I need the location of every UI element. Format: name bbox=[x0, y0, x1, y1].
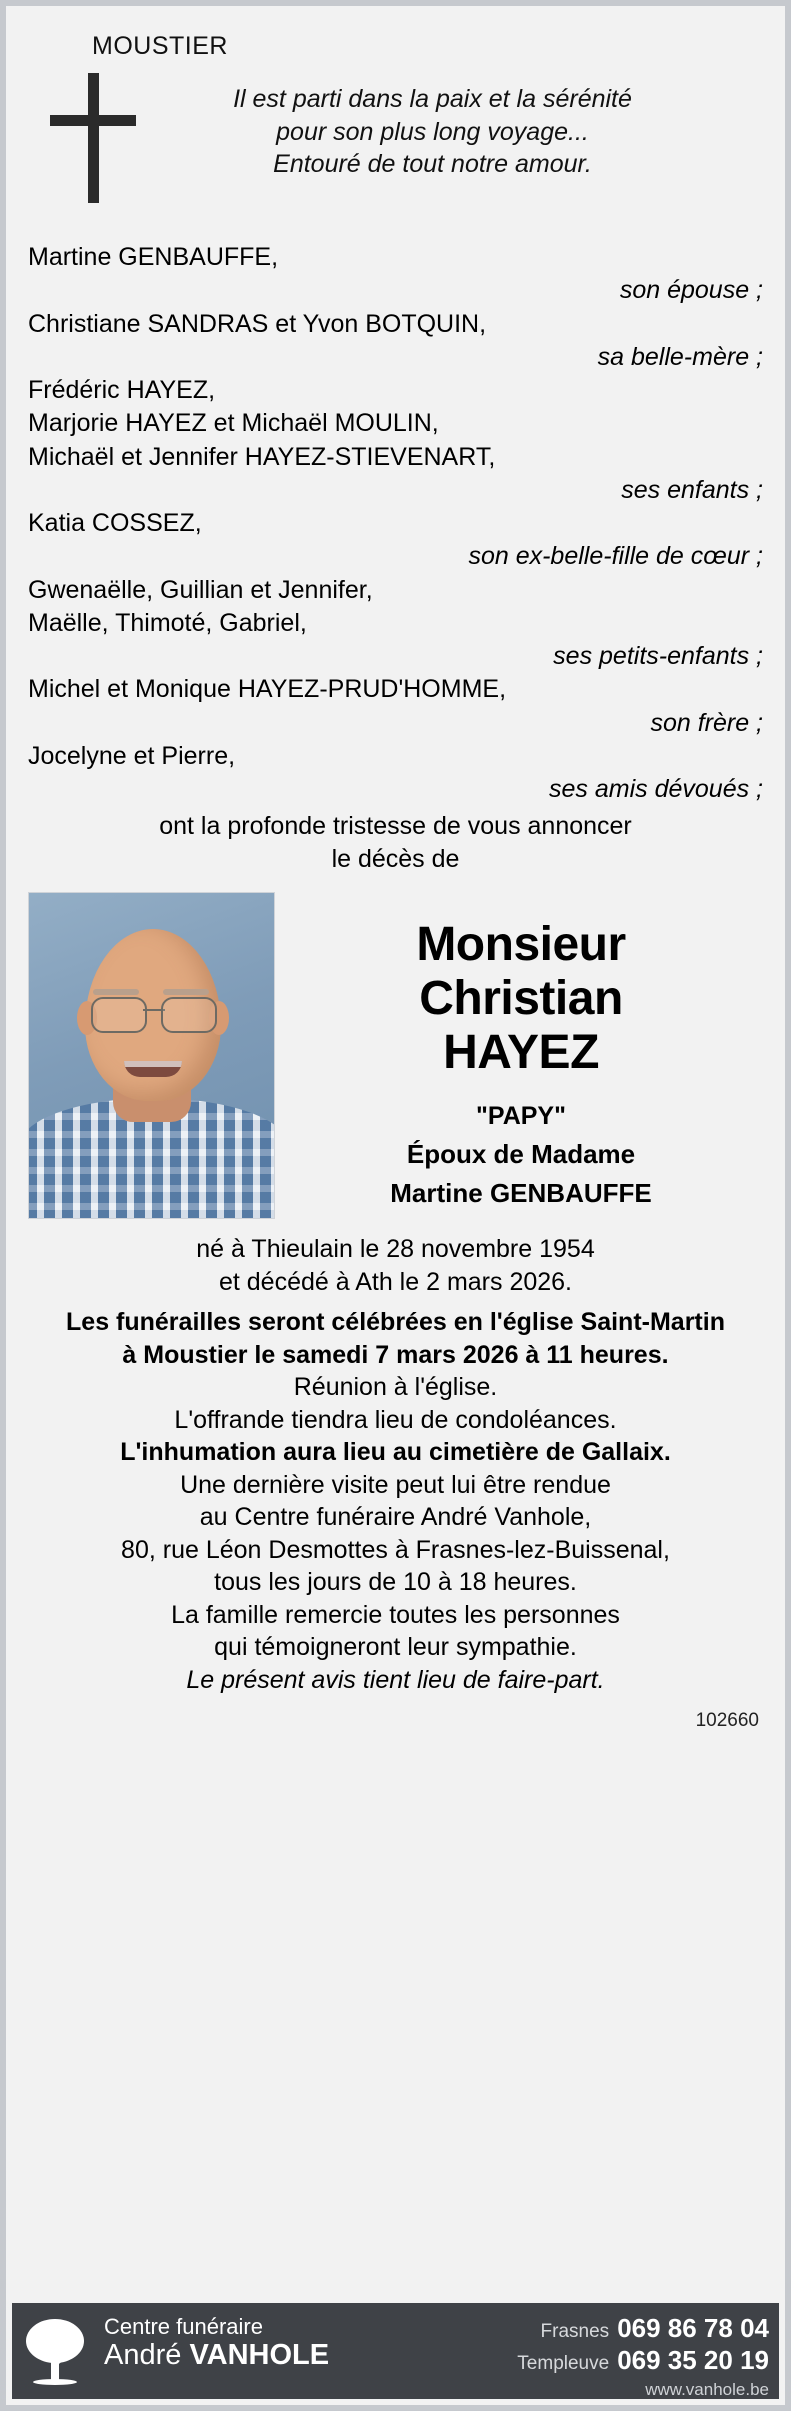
family-name: Marjorie HAYEZ et Michaël MOULIN, bbox=[28, 409, 439, 438]
funeral-line: à Moustier le samedi 7 mars 2026 à 11 heures. bbox=[122, 1340, 669, 1369]
funeral-line: Les funérailles seront célébrées en l'église Saint-Martin bbox=[66, 1308, 725, 1337]
family-name: Jocelyne et Pierre, bbox=[28, 741, 236, 770]
deceased-block bbox=[28, 892, 763, 1219]
family-name: Gwenaëlle, Guillian et Jennifer, bbox=[28, 575, 373, 604]
detail-line: L'offrande tiendra lieu de condoléances. bbox=[174, 1405, 617, 1434]
portrait-photo bbox=[28, 892, 275, 1219]
family-relation: ses petits-enfants ; bbox=[553, 642, 763, 670]
commune-label: MOUSTIER bbox=[92, 32, 228, 60]
family-relation: ses enfants ; bbox=[621, 475, 763, 504]
announcement-line: le décès de bbox=[331, 845, 460, 874]
detail-line: Réunion à l'église. bbox=[293, 1373, 498, 1402]
phone-number[interactable]: 069 86 78 04 bbox=[617, 2313, 769, 2343]
deceased-nickname: "PAPY" bbox=[476, 1101, 566, 1130]
birth-line: né à Thieulain le 28 novembre 1954 bbox=[196, 1235, 595, 1264]
epitaph-block bbox=[28, 65, 763, 215]
family-relation: sa belle-mère ; bbox=[597, 342, 763, 371]
phone-city: Templeuve bbox=[517, 2352, 610, 2374]
family-name: Maëlle, Thimoté, Gabriel, bbox=[28, 608, 307, 637]
announcement-line: ont la profonde tristesse de vous annoncer bbox=[159, 812, 632, 841]
deceased-firstname: Christian bbox=[419, 972, 623, 1025]
visit-line: 80, rue Léon Desmottes à Frasnes-lez-Buissenal, bbox=[121, 1535, 670, 1564]
notice-body bbox=[6, 6, 785, 2405]
funeral-home-name bbox=[98, 2303, 459, 2399]
contact-block bbox=[459, 2303, 779, 2399]
family-relation: son frère ; bbox=[650, 708, 763, 737]
closing-line: Le présent avis tient lieu de faire-part. bbox=[186, 1665, 605, 1694]
family-relation: son ex-belle-fille de cœur ; bbox=[468, 542, 763, 571]
family-name: Christiane SANDRAS et Yvon BOTQUIN, bbox=[28, 309, 487, 338]
epitaph-line: Il est parti dans la paix et la sérénité bbox=[233, 85, 632, 113]
visit-line: Une dernière visite peut lui être rendue bbox=[180, 1470, 611, 1499]
family-name: Katia COSSEZ, bbox=[28, 509, 202, 537]
phone-number[interactable]: 069 35 20 19 bbox=[617, 2344, 769, 2375]
family-relation: ses amis dévoués ; bbox=[549, 775, 763, 803]
epitaph-line: pour son plus long voyage... bbox=[276, 117, 589, 146]
eyeglasses-icon bbox=[91, 997, 217, 1031]
burial-line: L'inhumation aura lieu au cimetière de Gallaix. bbox=[120, 1438, 671, 1467]
company-lastname: VANHOLE bbox=[189, 2339, 330, 2372]
thanks-line: qui témoigneront leur sympathie. bbox=[214, 1633, 577, 1662]
phone-city: Frasnes bbox=[540, 2321, 610, 2342]
family-name: Martine GENBAUFFE, bbox=[28, 243, 279, 271]
deceased-name-block bbox=[275, 892, 763, 1210]
phone-row bbox=[459, 2313, 769, 2345]
company-line-2 bbox=[98, 2339, 459, 2372]
phone-row bbox=[459, 2345, 769, 2377]
death-line: et décédé à Ath le 2 mars 2026. bbox=[218, 1267, 572, 1296]
epitaph-line: Entouré de tout notre amour. bbox=[273, 150, 592, 178]
notice-details bbox=[28, 1233, 763, 1696]
company-firstname: André bbox=[104, 2339, 182, 2372]
visit-line: tous les jours de 10 à 18 heures. bbox=[214, 1568, 577, 1597]
family-name: Frédéric HAYEZ, bbox=[28, 376, 216, 404]
tree-icon bbox=[12, 2303, 98, 2399]
spouse-line-1: Époux de Madame bbox=[406, 1138, 636, 1169]
family-name: Michaël et Jennifer HAYEZ-STIEVENART, bbox=[28, 442, 496, 471]
reference-number: 102660 bbox=[695, 1710, 759, 1732]
announcement-text bbox=[28, 810, 763, 876]
website-link[interactable]: www.vanhole.be bbox=[645, 2380, 769, 2400]
family-relation: son épouse ; bbox=[619, 276, 763, 305]
thanks-line: La famille remercie toutes les personnes bbox=[171, 1600, 620, 1629]
family-name: Michel et Monique HAYEZ-PRUD'HOMME, bbox=[28, 675, 507, 704]
funeral-home-banner bbox=[12, 2303, 779, 2399]
deceased-title: Monsieur bbox=[416, 918, 626, 972]
deceased-lastname: HAYEZ bbox=[443, 1025, 599, 1079]
visit-line: au Centre funéraire André Vanhole, bbox=[199, 1503, 592, 1532]
company-line-1: Centre funéraire bbox=[104, 2314, 263, 2339]
spouse-line-2: Martine GENBAUFFE bbox=[390, 1178, 652, 1209]
family-list bbox=[28, 241, 763, 806]
cross-icon bbox=[50, 73, 136, 203]
epitaph-text bbox=[28, 65, 763, 181]
